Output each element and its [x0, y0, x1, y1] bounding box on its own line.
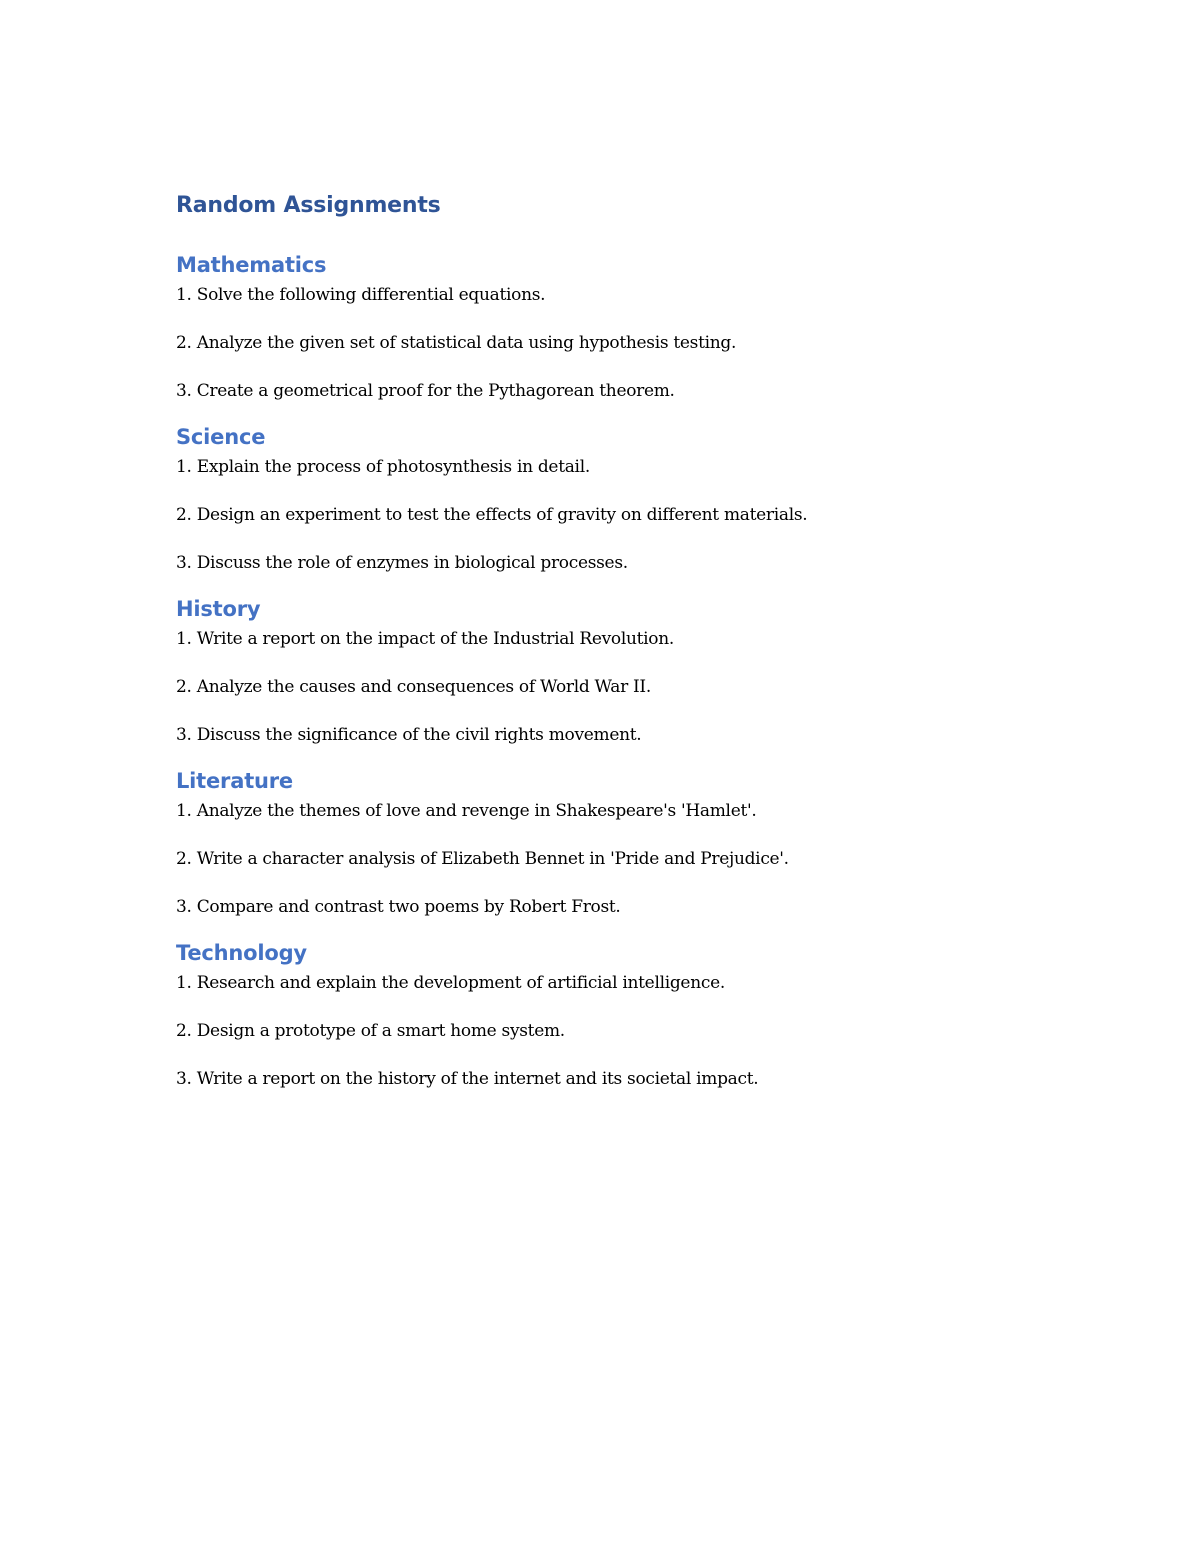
section-heading-literature: Literature — [176, 769, 293, 793]
assignment-item: 1. Explain the process of photosynthesis in detail. — [176, 457, 590, 477]
assignment-item: 3. Create a geometrical proof for the Pythagorean theorem. — [176, 381, 675, 401]
assignment-item: 2. Design a prototype of a smart home system. — [176, 1021, 565, 1041]
document-title: Random Assignments — [176, 193, 441, 218]
assignment-item: 2. Write a character analysis of Elizabeth Bennet in 'Pride and Prejudice'. — [176, 849, 789, 869]
section-science — [176, 421, 1036, 575]
assignment-item: 2. Analyze the given set of statistical data using hypothesis testing. — [176, 333, 737, 353]
assignment-item: 3. Discuss the significance of the civil rights movement. — [176, 725, 642, 745]
assignment-item: 3. Write a report on the history of the internet and its societal impact. — [176, 1069, 759, 1089]
assignment-item: 3. Discuss the role of enzymes in biological processes. — [176, 553, 628, 573]
assignment-list — [176, 627, 1036, 747]
assignment-item: 1. Solve the following differential equations. — [176, 285, 546, 305]
section-heading-science: Science — [176, 425, 266, 449]
section-literature — [176, 765, 1036, 919]
section-heading-technology: Technology — [176, 941, 307, 965]
assignment-list — [176, 971, 1036, 1091]
assignment-item: 2. Analyze the causes and consequences of World War II. — [176, 677, 651, 697]
document-body — [176, 190, 1036, 1109]
assignment-item: 2. Design an experiment to test the effects of gravity on different materials. — [176, 505, 808, 525]
assignment-item: 3. Compare and contrast two poems by Robert Frost. — [176, 897, 621, 917]
assignment-item: 1. Write a report on the impact of the Industrial Revolution. — [176, 629, 674, 649]
section-heading-history: History — [176, 597, 261, 621]
section-heading-mathematics: Mathematics — [176, 253, 327, 277]
section-mathematics — [176, 249, 1036, 403]
section-history — [176, 593, 1036, 747]
assignment-list — [176, 283, 1036, 403]
assignment-list — [176, 455, 1036, 575]
assignment-list — [176, 799, 1036, 919]
assignment-item: 1. Analyze the themes of love and revenge in Shakespeare's 'Hamlet'. — [176, 801, 757, 821]
assignment-item: 1. Research and explain the development of artificial intelligence. — [176, 973, 725, 993]
section-technology — [176, 937, 1036, 1091]
